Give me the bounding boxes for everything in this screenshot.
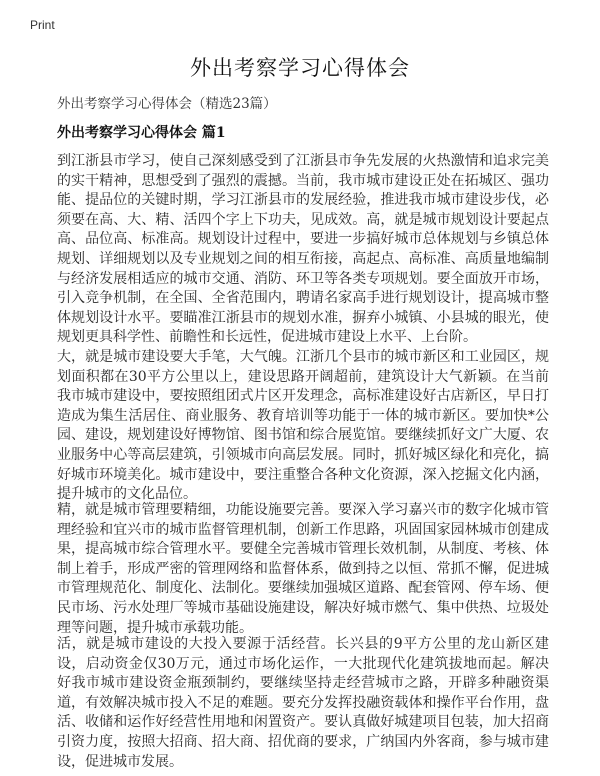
paragraph-1: 到江浙县市学习，使自己深刻感受到了江浙县市争先发展的火热激情和追求完美的实干精神，思想受到了强烈的震撼。当前，我市城市建设正处在拓城区、强功能、提品位的关键时期，学习江浙县市的发展经验，推进我市城市建设步伐，必须要在高、大、精、活四个字上下功夫，见成效。高，就是城市规划设计要起点高、品位高、标准高。规划设计过程中，要进一步搞好城市总体规划与乡镇总体规划、详细规划以及专业规划之间的相互衔接，高起点、高标准、高质量地编制与经济发展相适应的城市交通、消防、环卫等各类专项规划。要全面放开市场，引入竞争机制，在全国、全省范围内，聘请名家高手进行规划设计，提高城市整体规划设计水平。要瞄准江浙县市的规划水准，摒弃小城镇、小县城的眼光，使规划更具科学性、前瞻性和长远性，促进城市建设上水平、上台阶。 (57, 153, 549, 346)
paragraph-3: 精，就是城市管理要精细，功能设施要完善。要深入学习嘉兴市的数字化城市管理经验和宜兴市的城市监督管理机制，创新工作思路，巩固国家园林城市创建成果，提高城市综合管理水平。要健全完善城市管理长效机制，从制度、考核、体制上着手，形成严密的管理网络和监督体系，做到持之以恒、常抓不懈，促进城市管理规范化、制度化、法制化。要继续加强城区道路、配套管网、停车场、便民市场、污水处理厂等城市基础设施建设，解决好城市燃气、集中供热、垃圾处理等问题，提升城市承载功能。 (57, 502, 549, 636)
print-link[interactable]: Print (30, 18, 55, 32)
paragraph-4: 活，就是城市建设的大投入要源于活经营。长兴县的9平方公里的龙山新区建设，启动资金仅30万元，通过市场化运作，一大批现代化建筑拔地而起。解决好我市城市建设资金瓶颈制约，要继续坚持走经营城市之路，开辟多种融资渠道，有效解决城市投入不足的难题。要充分发挥投融资载体和操作平台作用，盘活、收储和运作好经营性用地和闲置资产。要认真做好城建项目包装，加大招商引资力度，按照大招商、招大商、招优商的要求，广纳国内外客商，参与城市建设，促进城市发展。 (57, 636, 549, 770)
section-heading: 外出考察学习心得体会 篇1 (57, 125, 226, 141)
page-title: 外出考察学习心得体会 (190, 56, 410, 80)
paragraph-2: 大，就是城市建设要大手笔，大气魄。江浙几个县市的城市新区和工业园区，规划面积都在30平方公里以上，建设思路开阔超前，建筑设计大气新颖。在当前我市城市建设中，要按照组团式片区开发理念，高标准建设好古店新区，早日打造成为集生活居住、商业服务、教育培训等功能于一体的城市新区。要加快*公园、建设，规划建设好博物馆、图书馆和综合展览馆。要继续抓好文广大厦、农业服务中心等高层建筑，引领城市向高层发展。同时，抓好城区绿化和亮化，搞好城市环境美化。城市建设中，要注重整合各种文化资源，深入挖掘文化内涵，提升城市的文化品位。 (57, 349, 549, 503)
document-subtitle: 外出考察学习心得体会（精选23篇） (57, 96, 277, 112)
